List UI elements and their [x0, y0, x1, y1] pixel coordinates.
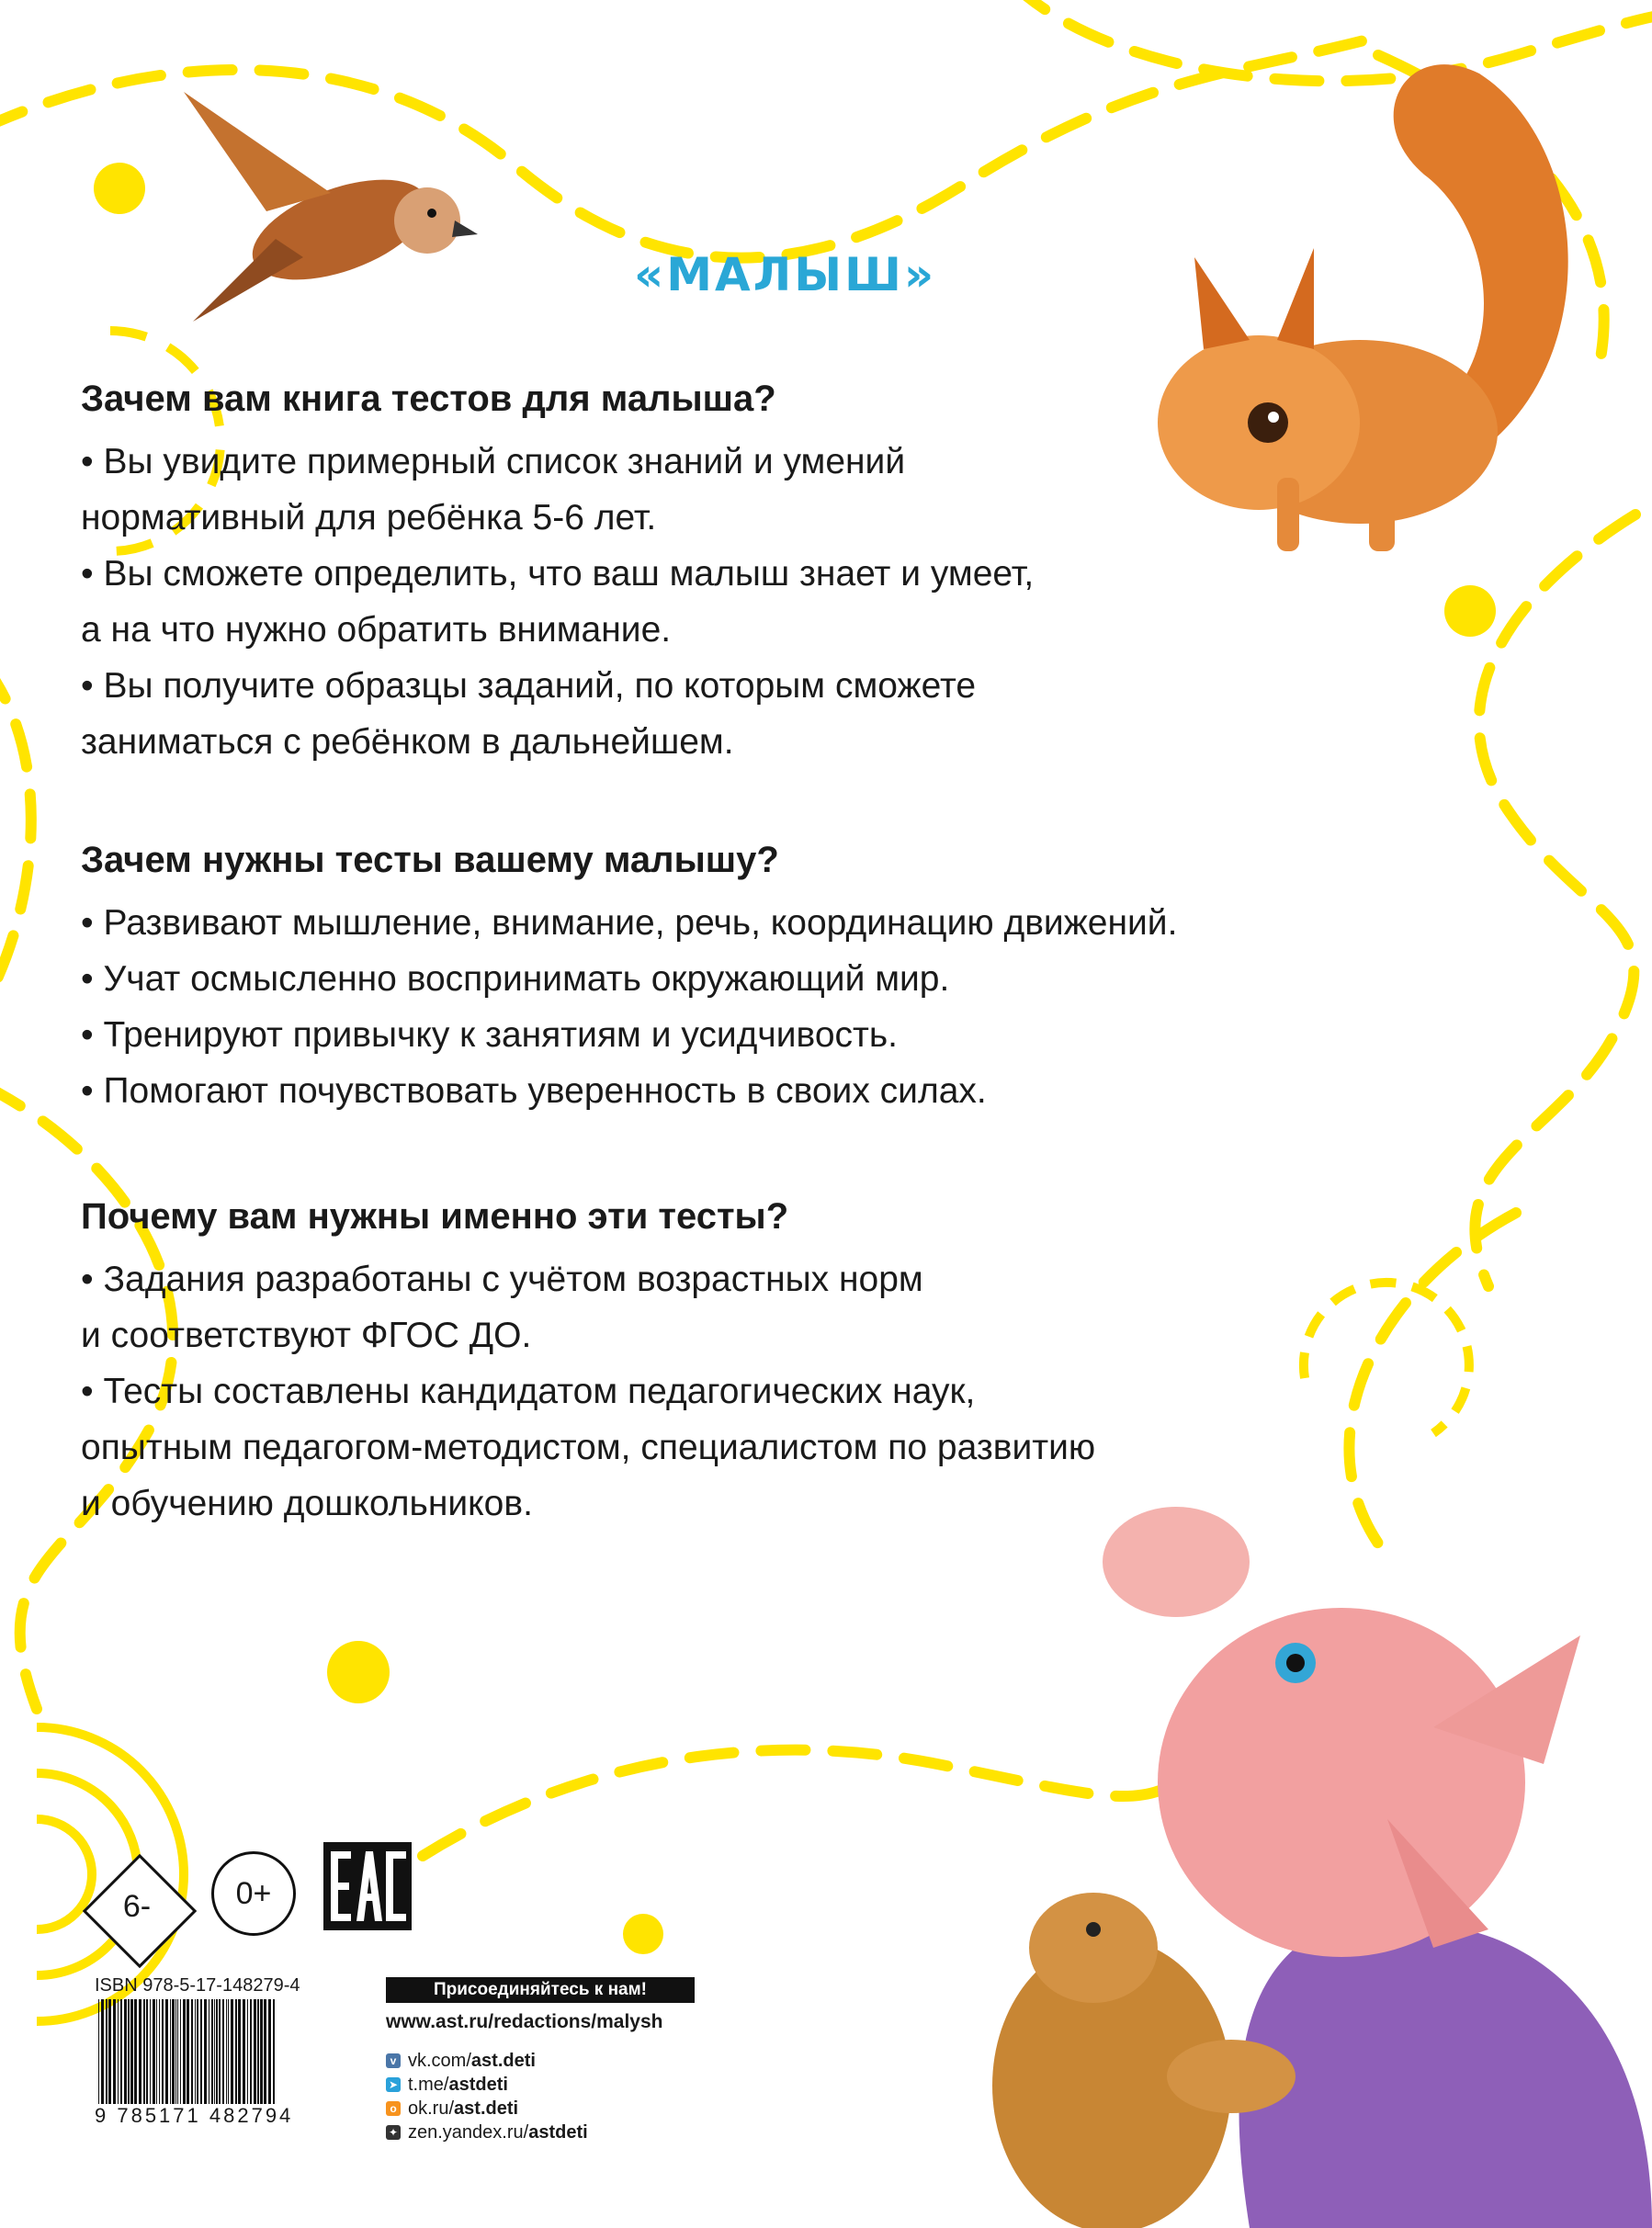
social-links — [386, 2049, 588, 2144]
barcode-bar — [175, 1999, 176, 2104]
barcode-bar — [187, 1999, 189, 2104]
barcode-bar — [108, 1999, 111, 2104]
text-line: опытным педагогом-методистом, специалистом по развитию — [81, 1428, 1096, 1467]
brand-logo: «МАЛЫШ» — [634, 248, 937, 301]
website-link[interactable]: www.ast.ru/redactions/malysh — [386, 2011, 663, 2032]
barcode-bar — [118, 1999, 119, 2104]
barcode-bar — [150, 1999, 151, 2104]
barcode-bar — [222, 1999, 224, 2104]
social-handle: ast.deti — [454, 2098, 519, 2119]
barcode-bar — [159, 1999, 160, 2104]
barcode-bar — [214, 1999, 215, 2104]
join-us-banner: Присоединяйтесь к нам! — [386, 1977, 695, 2003]
barcode-bar — [124, 1999, 127, 2104]
barcode-bar — [226, 1999, 227, 2104]
barcode-bar — [231, 1999, 233, 2104]
social-link-odnoklassniki[interactable] — [386, 2097, 588, 2121]
barcode-bar — [165, 1999, 168, 2104]
barcode-bar — [134, 1999, 137, 2104]
barcode-bar — [219, 1999, 221, 2104]
barcode-bar — [120, 1999, 122, 2104]
barcode-bar — [128, 1999, 130, 2104]
zen-icon: ✦ — [386, 2125, 401, 2140]
text-line: • Тесты составлены кандидатом педагогических наук, — [81, 1372, 976, 1411]
barcode — [95, 1999, 356, 2104]
social-prefix: vk.com/ — [408, 2050, 471, 2071]
text-line: • Помогают почувствовать уверенность в своих силах. — [81, 1071, 987, 1111]
barcode-bar — [170, 1999, 171, 2104]
barcode-bar — [273, 1999, 275, 2104]
barcode-bar — [156, 1999, 157, 2104]
social-handle: ast.deti — [470, 2050, 536, 2071]
age-rating-diamond-text: 6- — [122, 1889, 152, 1924]
barcode-bar — [238, 1999, 241, 2104]
social-link-zen[interactable] — [386, 2121, 588, 2144]
barcode-bar — [98, 1999, 99, 2104]
social-link-telegram[interactable] — [386, 2073, 588, 2097]
telegram-icon: ➤ — [386, 2077, 401, 2092]
barcode-bar — [247, 1999, 248, 2104]
barcode-bar — [183, 1999, 186, 2104]
barcode-bar — [264, 1999, 266, 2104]
section-heading: Зачем вам книга тестов для малыша? — [81, 379, 776, 419]
vk-icon: v — [386, 2053, 401, 2068]
text-line: • Вы сможете определить, что ваш малыш знает и умеет, — [81, 554, 1035, 594]
odnoklassniki-icon: o — [386, 2101, 401, 2116]
barcode-bar — [106, 1999, 107, 2104]
social-prefix: t.me/ — [408, 2074, 449, 2095]
age-rating-circle: 0+ — [211, 1851, 296, 1936]
barcode-bar — [254, 1999, 256, 2104]
section-heading: Зачем нужны тесты вашему малышу? — [81, 840, 779, 880]
text-line: • Задания разработаны с учётом возрастных норм — [81, 1260, 923, 1299]
barcode-number: 9 785171 482794 — [95, 2104, 294, 2127]
social-prefix: zen.yandex.ru/ — [408, 2121, 529, 2143]
barcode-bar — [235, 1999, 237, 2104]
barcode-bar — [146, 1999, 148, 2104]
barcode-bar — [101, 1999, 104, 2104]
barcode-bar — [211, 1999, 213, 2104]
barcode-bar — [180, 1999, 181, 2104]
barcode-bar — [195, 1999, 196, 2104]
social-link-vk[interactable] — [386, 2049, 588, 2073]
text-line: • Учат осмысленно воспринимать окружающий мир. — [81, 959, 950, 999]
barcode-bar — [260, 1999, 263, 2104]
piglet-and-puppy-illustration — [992, 1488, 1652, 2228]
barcode-bar — [162, 1999, 164, 2104]
age-rating-diamond — [83, 1854, 191, 1962]
text-line: • Вы увидите примерный список знаний и умений — [81, 442, 906, 481]
sparrow-illustration — [165, 55, 478, 331]
text-line: • Развивают мышление, внимание, речь, координацию движений. — [81, 903, 1178, 943]
barcode-bar — [130, 1999, 133, 2104]
barcode-bar — [143, 1999, 145, 2104]
text-line: заниматься с ребёнком в дальнейшем. — [81, 722, 734, 762]
section-heading: Почему вам нужны именно эти тесты? — [81, 1196, 789, 1237]
section-why-these-tests — [81, 1194, 1367, 1532]
text-line: и обучению дошкольников. — [81, 1484, 533, 1523]
barcode-bar — [268, 1999, 271, 2104]
social-handle: astdeti — [448, 2074, 508, 2095]
social-prefix: ok.ru/ — [408, 2098, 455, 2119]
text-line: • Тренируют привычку к занятиям и усидчивость. — [81, 1015, 899, 1055]
text-line: и соответствуют ФГОС ДО. — [81, 1316, 532, 1355]
section-why-tests — [81, 838, 1367, 1119]
barcode-bar — [177, 1999, 178, 2104]
barcode-bar — [228, 1999, 229, 2104]
text-line: а на что нужно обратить внимание. — [81, 610, 672, 650]
barcode-bar — [172, 1999, 175, 2104]
barcode-bar — [197, 1999, 198, 2104]
text-line: • Вы получите образцы заданий, по которым сможете — [81, 666, 977, 706]
social-handle: astdeti — [528, 2121, 588, 2143]
barcode-bar — [250, 1999, 252, 2104]
barcode-bar — [200, 1999, 202, 2104]
text-line: нормативный для ребёнка 5-6 лет. — [81, 498, 657, 537]
barcode-bar — [257, 1999, 259, 2104]
barcode-bar — [243, 1999, 245, 2104]
barcode-bar — [153, 1999, 155, 2104]
eac-certification-icon — [323, 1842, 412, 1930]
section-why-book — [81, 377, 1367, 770]
barcode-bar — [204, 1999, 207, 2104]
barcode-bar — [216, 1999, 218, 2104]
barcode-bar — [191, 1999, 193, 2104]
barcode-bar — [139, 1999, 141, 2104]
isbn-text: ISBN 978-5-17-148279-4 — [95, 1975, 300, 1996]
barcode-bar — [113, 1999, 116, 2104]
